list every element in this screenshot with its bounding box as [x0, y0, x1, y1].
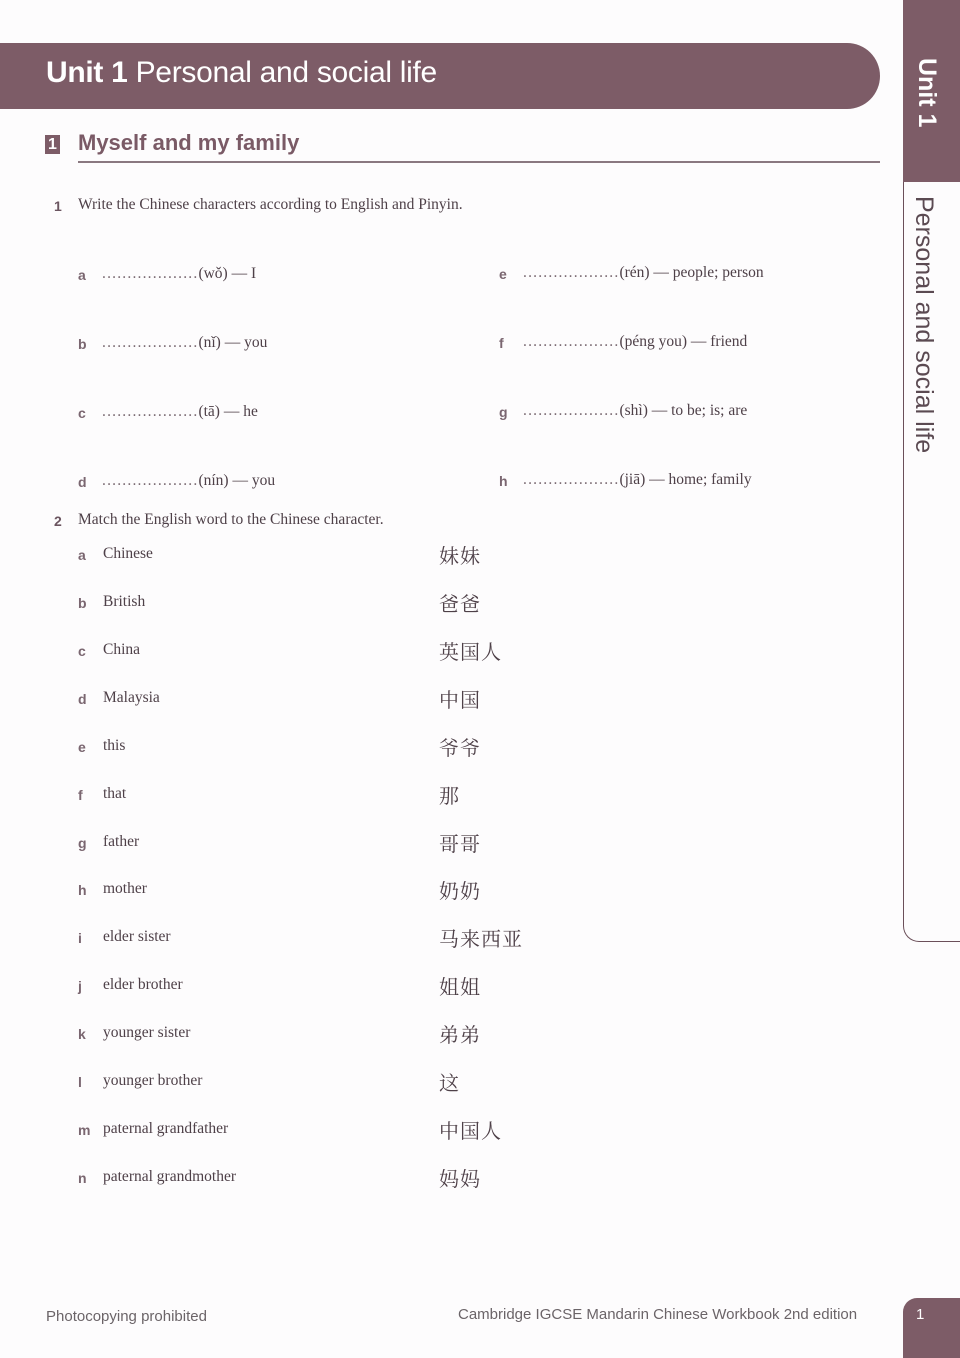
- match-chinese[interactable]: 爷爷: [439, 736, 481, 760]
- match-english[interactable]: that: [103, 785, 127, 802]
- ex1-prompt: (péng you) — friend: [619, 333, 748, 350]
- match-chinese[interactable]: 英国人: [439, 640, 502, 664]
- ex1-item-letter: a: [78, 267, 86, 283]
- match-english[interactable]: British: [103, 593, 146, 610]
- answer-blank[interactable]: ...................: [523, 264, 620, 281]
- unit-name: Personal and social life: [135, 56, 437, 89]
- ex1-item-letter: c: [78, 405, 86, 421]
- ex1-prompt: (shì) — to be; is; are: [619, 402, 748, 419]
- page-number: 1: [916, 1306, 925, 1323]
- match-letter: a: [78, 547, 86, 563]
- footer-notice: Photocopying prohibited: [46, 1308, 207, 1325]
- match-letter: g: [78, 835, 87, 851]
- match-english[interactable]: younger brother: [103, 1072, 203, 1089]
- ex1-item-letter: e: [499, 266, 507, 282]
- match-letter: f: [78, 787, 83, 803]
- match-letter: k: [78, 1026, 86, 1042]
- unit-label: Unit 1: [46, 56, 128, 89]
- exercise-1-instruction: Write the Chinese characters according to English and Pinyin.: [78, 196, 463, 213]
- ex1-prompt: (nǐ) — you: [198, 334, 268, 351]
- match-letter: h: [78, 882, 87, 898]
- ex1-item-g: [523, 402, 747, 420]
- answer-blank[interactable]: ...................: [102, 472, 199, 489]
- side-unit-title: Personal and social life: [910, 196, 938, 454]
- ex1-prompt: (rén) — people; person: [619, 264, 764, 281]
- match-letter: c: [78, 643, 86, 659]
- match-english[interactable]: elder brother: [103, 976, 183, 993]
- answer-blank[interactable]: ...................: [102, 334, 199, 351]
- match-letter: j: [78, 978, 82, 994]
- answer-blank[interactable]: ...................: [102, 403, 199, 420]
- answer-blank[interactable]: ...................: [523, 402, 620, 419]
- match-english[interactable]: Malaysia: [103, 689, 160, 706]
- match-chinese[interactable]: 妈妈: [439, 1167, 481, 1191]
- match-english[interactable]: paternal grandfather: [103, 1120, 229, 1137]
- match-letter: i: [78, 930, 82, 946]
- unit-title: [46, 56, 437, 90]
- match-english[interactable]: China: [103, 641, 141, 658]
- ex1-item-letter: g: [499, 404, 508, 420]
- ex1-prompt: (wǒ) — I: [198, 265, 257, 282]
- exercise-1-number: 1: [54, 198, 62, 214]
- match-english[interactable]: Chinese: [103, 545, 153, 562]
- match-english[interactable]: this: [103, 737, 126, 754]
- match-letter: l: [78, 1074, 82, 1090]
- section-divider: [78, 161, 880, 163]
- ex1-item-d: [102, 472, 275, 490]
- side-unit-label: Unit 1: [913, 58, 941, 128]
- match-english[interactable]: younger sister: [103, 1024, 191, 1041]
- match-chinese[interactable]: 姐姐: [439, 975, 481, 999]
- answer-blank[interactable]: ...................: [102, 265, 199, 282]
- ex1-item-a: [102, 265, 256, 283]
- match-chinese[interactable]: 那: [439, 784, 460, 808]
- exercise-2-number: 2: [54, 513, 62, 529]
- match-chinese[interactable]: 中国人: [439, 1119, 502, 1143]
- match-chinese[interactable]: 哥哥: [439, 832, 481, 856]
- footer-book-title: Cambridge IGCSE Mandarin Chinese Workbook 2nd edition: [458, 1306, 858, 1323]
- section-title: Myself and my family: [78, 130, 300, 155]
- ex1-item-letter: f: [499, 335, 504, 351]
- match-english[interactable]: mother: [103, 880, 147, 897]
- answer-blank[interactable]: ...................: [523, 333, 620, 350]
- match-chinese[interactable]: 妹妹: [439, 544, 481, 568]
- ex1-item-c: [102, 403, 258, 421]
- match-chinese[interactable]: 中国: [439, 688, 481, 712]
- answer-blank[interactable]: ...................: [523, 471, 620, 488]
- ex1-item-h: [523, 471, 752, 489]
- match-letter: m: [78, 1122, 91, 1138]
- match-english[interactable]: paternal grandmother: [103, 1168, 236, 1185]
- ex1-item-letter: b: [78, 336, 87, 352]
- page-number-tab: [903, 1298, 960, 1358]
- match-chinese[interactable]: 弟弟: [439, 1023, 481, 1047]
- ex1-item-e: [523, 264, 764, 282]
- match-english[interactable]: elder sister: [103, 928, 171, 945]
- ex1-prompt: (jiā) — home; family: [619, 471, 752, 488]
- ex1-item-f: [523, 333, 747, 351]
- ex1-item-letter: h: [499, 473, 508, 489]
- ex1-prompt: (nín) — you: [198, 472, 276, 489]
- match-chinese[interactable]: 爸爸: [439, 592, 481, 616]
- match-letter: n: [78, 1170, 87, 1186]
- ex1-item-b: [102, 334, 267, 352]
- section-number-badge: 1: [45, 135, 60, 154]
- match-letter: b: [78, 595, 87, 611]
- match-english[interactable]: father: [103, 833, 140, 850]
- ex1-prompt: (tā) — he: [198, 403, 258, 420]
- ex1-item-letter: d: [78, 474, 87, 490]
- match-chinese[interactable]: 奶奶: [439, 879, 481, 903]
- match-chinese[interactable]: 这: [439, 1071, 460, 1095]
- match-letter: e: [78, 739, 86, 755]
- exercise-2-instruction: Match the English word to the Chinese character.: [78, 511, 384, 528]
- match-letter: d: [78, 691, 87, 707]
- match-chinese[interactable]: 马来西亚: [439, 927, 523, 951]
